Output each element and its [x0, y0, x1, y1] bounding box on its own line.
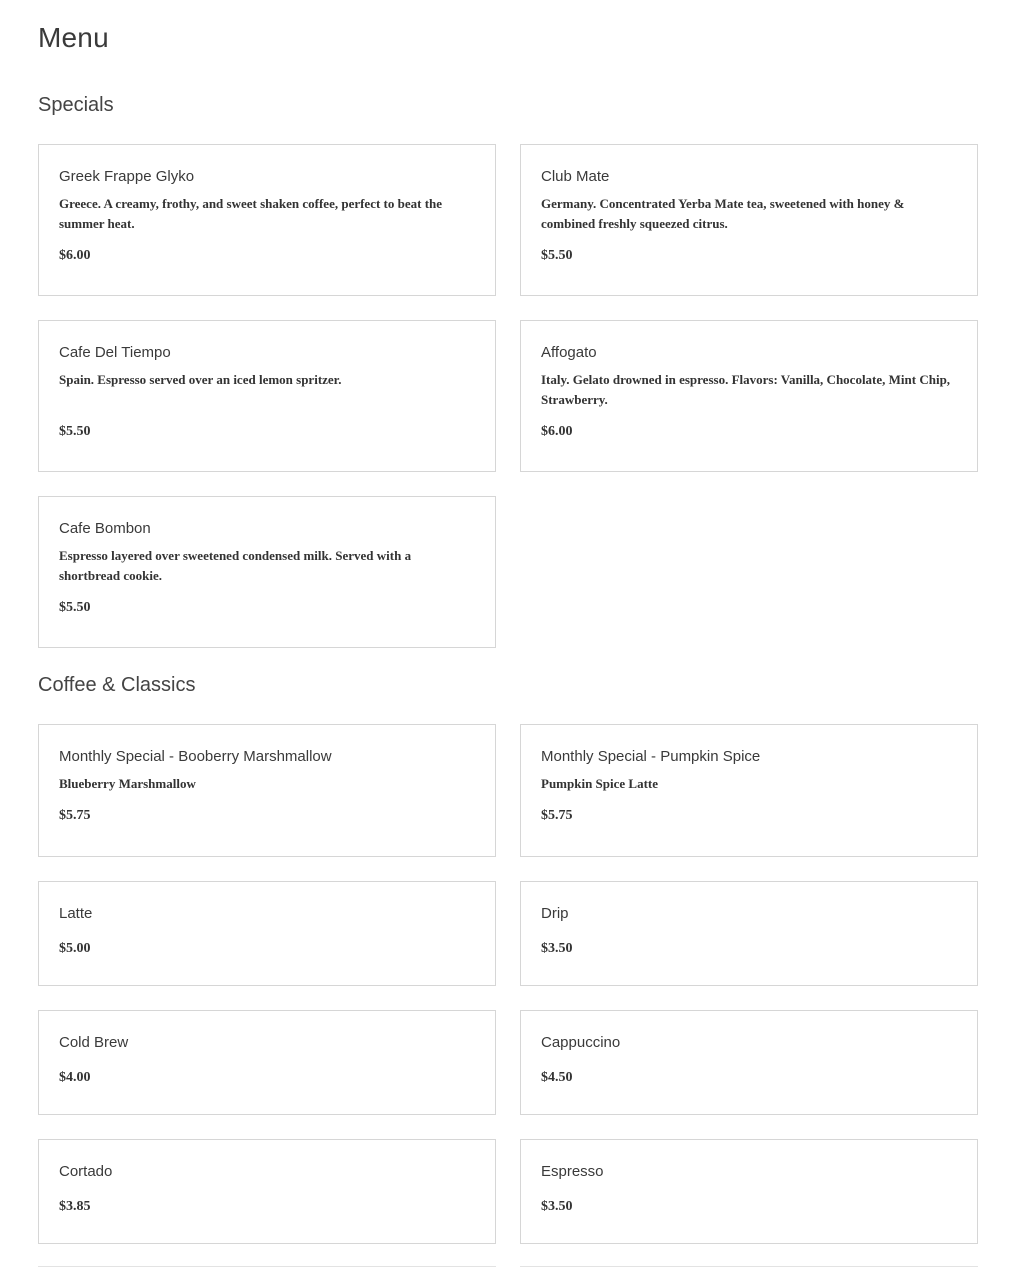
item-price: $5.75: [59, 808, 91, 823]
item-price: $3.50: [541, 941, 573, 956]
item-name: Greek Frappe Glyko: [59, 168, 195, 185]
menu-item-card[interactable]: [520, 724, 978, 857]
item-price: $3.50: [541, 1199, 573, 1214]
item-name: Drip: [541, 905, 569, 922]
menu-item-card[interactable]: [38, 1139, 496, 1244]
item-description: Germany. Concentrated Yerba Mate tea, sweetened with honey & combined freshly squeezed citrus.: [541, 196, 905, 231]
item-name: Cappuccino: [541, 1034, 621, 1051]
menu-item-card[interactable]: [38, 144, 496, 296]
item-name: Monthly Special - Pumpkin Spice: [541, 748, 761, 765]
item-name: Cafe Bombon: [59, 520, 151, 537]
section-title-specials: Specials: [38, 94, 114, 116]
item-name: Cafe Del Tiempo: [59, 344, 171, 361]
menu-item-card[interactable]: [38, 881, 496, 986]
item-name: Espresso: [541, 1163, 604, 1180]
specials-grid: [38, 144, 978, 648]
item-price: $6.00: [59, 248, 91, 263]
item-price: $5.75: [541, 808, 573, 823]
item-description: Italy. Gelato drowned in espresso. Flavors: Vanilla, Chocolate, Mint Chip, Strawberry.: [541, 372, 951, 407]
menu-item-card[interactable]: [520, 320, 978, 472]
item-price: $3.85: [59, 1199, 91, 1214]
item-name: Latte: [59, 905, 93, 922]
menu-item-card[interactable]: [520, 1139, 978, 1244]
item-price: $5.50: [59, 600, 91, 615]
item-price: $6.00: [541, 424, 573, 439]
item-description: Espresso layered over sweetened condensed milk. Served with a shortbread cookie.: [59, 548, 412, 583]
menu-item-card[interactable]: [38, 724, 496, 857]
item-description: Blueberry Marshmallow: [59, 776, 196, 791]
item-name: Monthly Special - Booberry Marshmallow: [59, 748, 332, 765]
menu-item-card[interactable]: [38, 1010, 496, 1115]
item-description: Greece. A creamy, frothy, and sweet shaken coffee, perfect to beat the summer heat.: [59, 196, 443, 231]
menu-item-card[interactable]: [38, 496, 496, 648]
item-price: $5.50: [59, 424, 91, 439]
item-description: Pumpkin Spice Latte: [541, 776, 659, 791]
coffee-classics-grid: [38, 724, 978, 1244]
menu-item-card[interactable]: [520, 1010, 978, 1115]
item-name: Cold Brew: [59, 1034, 129, 1051]
item-name: Affogato: [541, 344, 597, 361]
item-description: Spain. Espresso served over an iced lemon spritzer.: [59, 372, 342, 387]
item-price: $5.50: [541, 248, 573, 263]
menu-item-card[interactable]: [520, 144, 978, 296]
item-name: Club Mate: [541, 168, 610, 185]
menu-item-card[interactable]: [520, 881, 978, 986]
item-price: $4.50: [541, 1070, 573, 1085]
section-title-coffee-classics: Coffee & Classics: [38, 674, 196, 696]
item-price: $5.00: [59, 941, 91, 956]
page-title: Menu: [38, 22, 109, 53]
item-name: Cortado: [59, 1163, 113, 1180]
menu-item-card[interactable]: [38, 320, 496, 472]
item-price: $4.00: [59, 1070, 91, 1085]
